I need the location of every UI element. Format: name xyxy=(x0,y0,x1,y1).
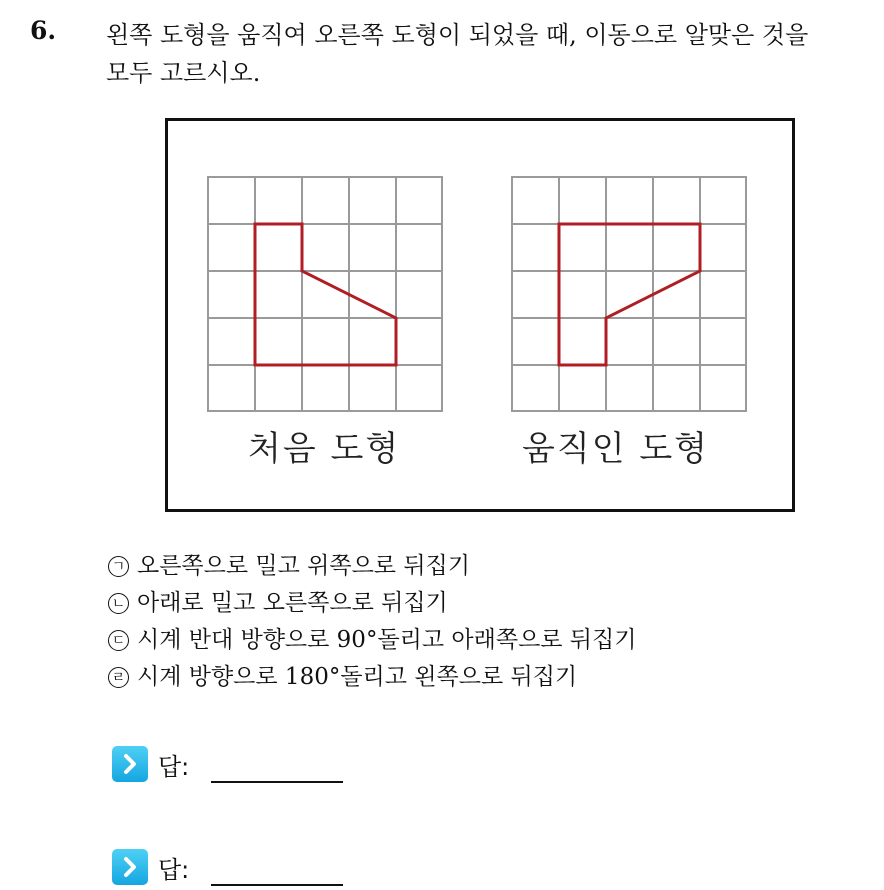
options-list xyxy=(108,548,636,696)
option-marker: ㄴ xyxy=(108,593,129,614)
option-item xyxy=(108,548,636,585)
caption-original: 처음 도형 xyxy=(248,429,401,469)
answer-label: 답: xyxy=(158,855,190,884)
figure-box xyxy=(165,118,795,512)
chevron-right-icon xyxy=(112,746,148,782)
option-text: 오른쪽으로 밀고 위쪽으로 뒤집기 xyxy=(137,553,470,579)
question-number: 6. xyxy=(30,16,57,45)
moved-shape xyxy=(559,224,700,365)
question-line-2: 모두 고르시오. xyxy=(106,59,261,87)
option-marker: ㄷ xyxy=(108,630,129,651)
option-marker: ㄱ xyxy=(108,556,129,577)
option-text: 시계 방향으로 180°돌리고 왼쪽으로 뒤집기 xyxy=(137,664,578,690)
right-grid xyxy=(512,177,746,411)
option-text: 시계 반대 방향으로 90°돌리고 아래쪽으로 뒤집기 xyxy=(137,627,637,653)
option-marker: ㄹ xyxy=(108,667,129,688)
option-text: 아래로 밀고 오른쪽으로 뒤집기 xyxy=(137,590,448,616)
left-grid xyxy=(208,177,442,411)
caption-moved: 움직인 도형 xyxy=(522,429,710,469)
question-line-1: 왼쪽 도형을 움직여 오른쪽 도형이 되었을 때, 이동으로 알맞은 것을 xyxy=(106,21,809,49)
answer-row-2 xyxy=(112,848,343,886)
answer-row-1 xyxy=(112,745,343,783)
original-shape xyxy=(255,224,396,365)
chevron-right-icon xyxy=(112,849,148,885)
answer-label: 답: xyxy=(158,752,190,781)
option-item xyxy=(108,622,636,659)
answer-blank-2[interactable] xyxy=(211,848,343,886)
answer-blank-1[interactable] xyxy=(211,745,343,783)
option-item xyxy=(108,659,636,696)
question-text xyxy=(106,16,876,92)
option-item xyxy=(108,585,636,622)
